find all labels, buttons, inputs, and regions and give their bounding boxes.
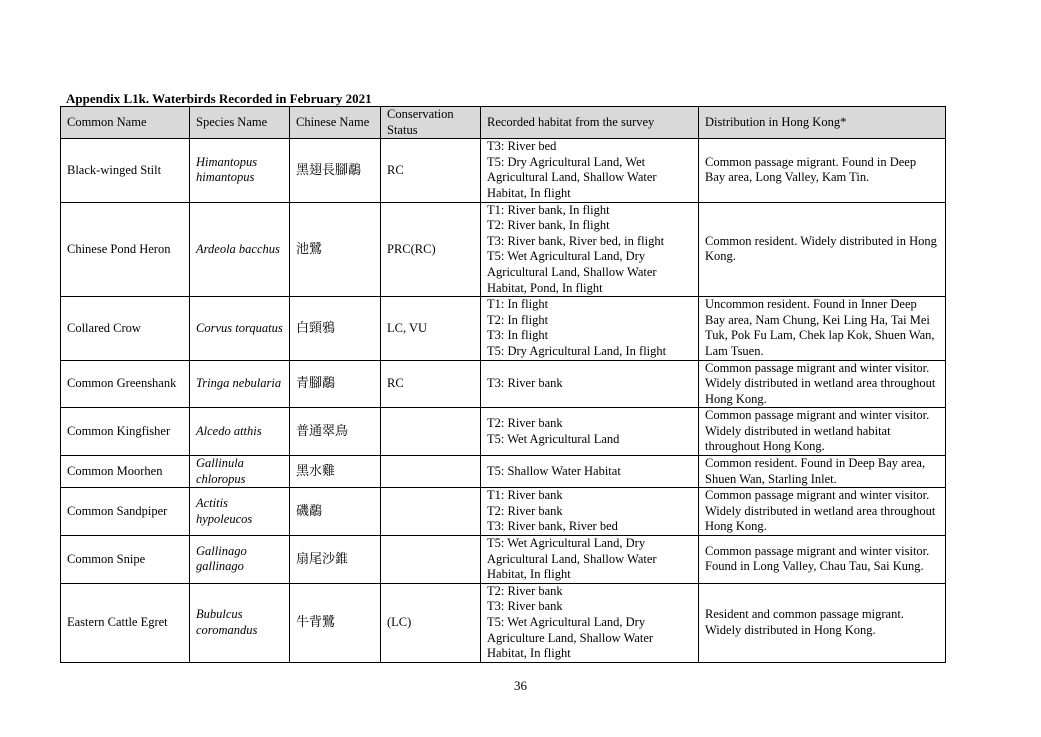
chinese-name-cell: 普通翠鳥 xyxy=(290,408,381,456)
table-body xyxy=(61,139,946,663)
habitat-line: T3: River bank, River bed, in flight xyxy=(487,233,665,248)
conservation-status-cell: RC xyxy=(381,360,481,408)
conservation-status-cell xyxy=(381,488,481,536)
common-name-cell: Common Snipe xyxy=(61,536,190,584)
header-row xyxy=(61,107,946,139)
table-row xyxy=(61,456,946,488)
common-name-cell: Eastern Cattle Egret xyxy=(61,583,190,662)
header-chinese-name: Chinese Name xyxy=(290,107,381,139)
conservation-status-cell xyxy=(381,408,481,456)
habitat-cell xyxy=(481,202,699,297)
habitat-line: T5: Wet Agricultural Land, Dry Agricultural Land, Shallow Water Habitat, Pond, In flight xyxy=(487,249,657,295)
habitat-cell xyxy=(481,408,699,456)
conservation-status-cell: (LC) xyxy=(381,583,481,662)
distribution-cell: Uncommon resident. Found in Inner Deep Bay area, Nam Chung, Kei Ling Ha, Tai Mei Tuk, Pok Fu Lam, Chek lap Kok, Shuen Wan, Lam Tsuen. xyxy=(699,297,946,360)
header-conservation-status: Conservation Status xyxy=(381,107,481,139)
species-name-cell: Alcedo atthis xyxy=(190,408,290,456)
table-row xyxy=(61,583,946,662)
habitat-line: T5: Wet Agricultural Land, Dry Agriculture Land, Shallow Water Habitat, In flight xyxy=(487,615,654,661)
common-name-cell: Collared Crow xyxy=(61,297,190,360)
conservation-status-cell: LC, VU xyxy=(381,297,481,360)
common-name-cell: Common Moorhen xyxy=(61,456,190,488)
table-row xyxy=(61,408,946,456)
chinese-name-cell: 青腳鷸 xyxy=(290,360,381,408)
header-habitat: Recorded habitat from the survey xyxy=(481,107,699,139)
habitat-cell xyxy=(481,536,699,584)
habitat-line: T5: Wet Agricultural Land xyxy=(487,431,620,446)
species-name-cell: Bubulcus coromandus xyxy=(190,583,290,662)
habitat-line: T3: River bank xyxy=(487,376,563,391)
species-name-cell: Ardeola bacchus xyxy=(190,202,290,297)
habitat-line: T5: Dry Agricultural Land, In flight xyxy=(487,343,667,358)
species-name-cell: Himantopus himantopus xyxy=(190,139,290,202)
habitat-line: T2: River bank xyxy=(487,503,563,518)
habitat-line: T2: River bank xyxy=(487,583,563,598)
chinese-name-cell: 黑水雞 xyxy=(290,456,381,488)
page-number: 36 xyxy=(514,678,527,693)
chinese-name-cell: 牛背鷺 xyxy=(290,583,381,662)
habitat-line: T2: River bank, In flight xyxy=(487,218,610,233)
distribution-cell: Common resident. Widely distributed in Hong Kong. xyxy=(699,202,946,297)
habitat-cell xyxy=(481,488,699,536)
header-distribution: Distribution in Hong Kong* xyxy=(699,107,946,139)
habitat-line: T3: River bank xyxy=(487,599,563,614)
habitat-line: T5: Dry Agricultural Land, Wet Agricultural Land, Shallow Water Habitat, In flight xyxy=(487,154,657,200)
habitat-line: T1: In flight xyxy=(487,297,549,312)
conservation-status-cell: RC xyxy=(381,139,481,202)
chinese-name-cell: 扇尾沙錐 xyxy=(290,536,381,584)
chinese-name-cell: 池鷺 xyxy=(290,202,381,297)
habitat-line: T5: Shallow Water Habitat xyxy=(487,463,621,478)
habitat-line: T5: Wet Agricultural Land, Dry Agricultural Land, Shallow Water Habitat, In flight xyxy=(487,536,657,582)
species-name-cell: Tringa nebularia xyxy=(190,360,290,408)
table-row xyxy=(61,488,946,536)
conservation-status-cell xyxy=(381,456,481,488)
species-name-cell: Actitis hypoleucos xyxy=(190,488,290,536)
habitat-cell xyxy=(481,583,699,662)
habitat-line: T2: River bank xyxy=(487,416,563,431)
conservation-status-cell: PRC(RC) xyxy=(381,202,481,297)
distribution-cell: Common passage migrant and winter visitor. Widely distributed in wetland area throughout Hong Kong. xyxy=(699,360,946,408)
habitat-line: T1: River bank xyxy=(487,488,563,503)
habitat-line: T3: In flight xyxy=(487,328,549,343)
common-name-cell: Black-winged Stilt xyxy=(61,139,190,202)
common-name-cell: Common Greenshank xyxy=(61,360,190,408)
table-row xyxy=(61,536,946,584)
table-row xyxy=(61,139,946,202)
habitat-line: T2: In flight xyxy=(487,312,549,327)
common-name-cell: Common Kingfisher xyxy=(61,408,190,456)
species-name-cell: Gallinago gallinago xyxy=(190,536,290,584)
habitat-line: T3: River bank, River bed xyxy=(487,519,618,534)
chinese-name-cell: 黑翅長腳鷸 xyxy=(290,139,381,202)
distribution-cell: Resident and common passage migrant. Widely distributed in Hong Kong. xyxy=(699,583,946,662)
habitat-cell xyxy=(481,456,699,488)
distribution-cell: Common passage migrant and winter visitor. Found in Long Valley, Chau Tau, Sai Kung. xyxy=(699,536,946,584)
distribution-cell: Common passage migrant and winter visitor. Widely distributed in wetland area throughout Hong Kong. xyxy=(699,488,946,536)
distribution-cell: Common passage migrant. Found in Deep Bay area, Long Valley, Kam Tin. xyxy=(699,139,946,202)
chinese-name-cell: 白頸鴉 xyxy=(290,297,381,360)
table-title: Appendix L1k. Waterbirds Recorded in February 2021 xyxy=(66,91,372,106)
chinese-name-cell: 磯鷸 xyxy=(290,488,381,536)
habitat-cell xyxy=(481,360,699,408)
common-name-cell: Chinese Pond Heron xyxy=(61,202,190,297)
waterbirds-table xyxy=(60,106,946,663)
habitat-cell xyxy=(481,139,699,202)
common-name-cell: Common Sandpiper xyxy=(61,488,190,536)
table-row xyxy=(61,360,946,408)
distribution-cell: Common passage migrant and winter visitor. Widely distributed in wetland habitat throughout Hong Kong. xyxy=(699,408,946,456)
distribution-cell: Common resident. Found in Deep Bay area, Shuen Wan, Starling Inlet. xyxy=(699,456,946,488)
species-name-cell: Corvus torquatus xyxy=(190,297,290,360)
table-row xyxy=(61,297,946,360)
habitat-line: T1: River bank, In flight xyxy=(487,202,610,217)
header-common-name: Common Name xyxy=(61,107,190,139)
header-species-name: Species Name xyxy=(190,107,290,139)
table-row xyxy=(61,202,946,297)
species-name-cell: Gallinula chloropus xyxy=(190,456,290,488)
habitat-line: T3: River bed xyxy=(487,139,557,154)
conservation-status-cell xyxy=(381,536,481,584)
habitat-cell xyxy=(481,297,699,360)
